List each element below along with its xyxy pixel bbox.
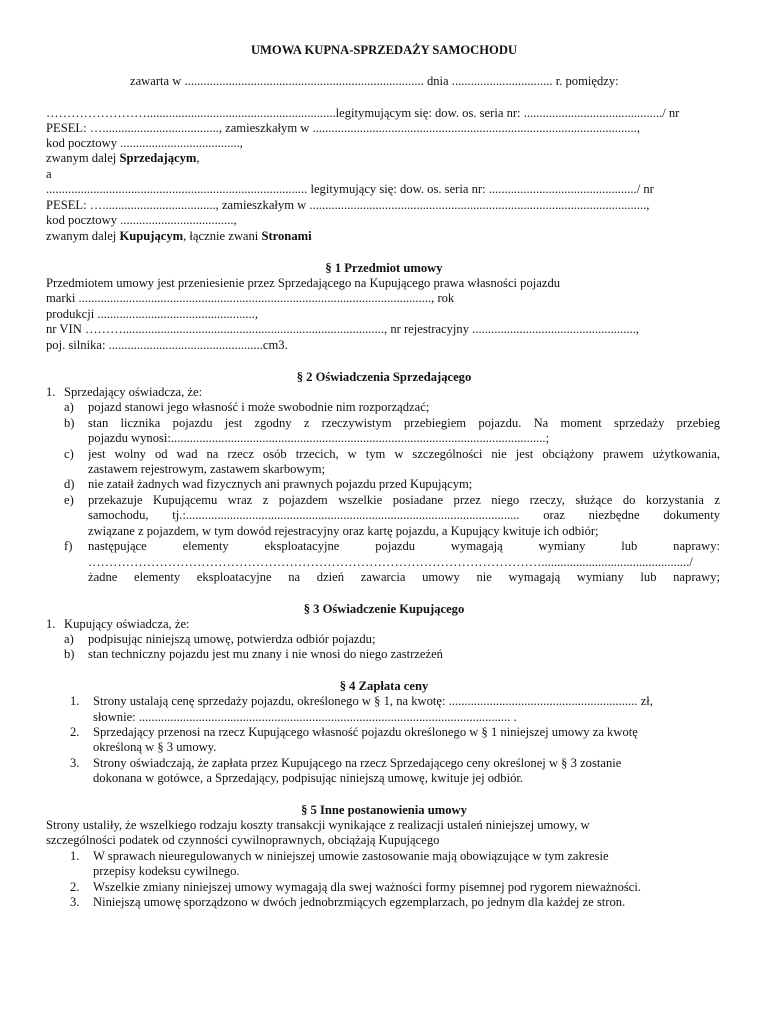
seller-designation <box>46 151 722 166</box>
s1-line-1: Przedmiotem umowy jest przeniesienie przez Sprzedającego na Kupującego prawa własności pojazdu <box>46 276 561 290</box>
s2-e-line-1: przekazuje Kupującemu wraz z pojazdem wszelkie posiadane przez niego rzeczy, służące do korzystania z <box>88 493 720 507</box>
s1-line-2: marki ................................................................................................................, rok <box>46 291 455 305</box>
s1-line-3: produkcji .................................................., <box>46 307 258 321</box>
s2-e-line-2: samochodu, tj.:.......................................................................................................... oraz niezbędne dokumenty <box>88 508 720 522</box>
s2-f-label: f) <box>64 539 73 553</box>
section-2-heading: § 2 Oświadczenia Sprzedającego <box>296 370 472 384</box>
s2-d-label: d) <box>64 477 75 491</box>
s4-p3-num: 3. <box>70 756 80 770</box>
s3-intro: Kupujący oświadcza, że: <box>64 617 190 631</box>
s4-p1-line-2: słownie: ...................................................................................................................... . <box>93 710 517 724</box>
s2-c-label: c) <box>64 447 74 461</box>
s4-p1-line-1: Strony ustalają cenę sprzedaży pojazdu, określonego w § 1, na kwotę: ............................................................ zł, <box>93 694 653 708</box>
s2-num: 1. <box>46 385 56 399</box>
s2-e-line-3: związane z pojazdem, w tym dowód rejestracyjny oraz kartę pojazdu, a Kupujący kwituje ich odbiór; <box>88 524 599 538</box>
s5-p3: Niniejszą umowę sporządzono w dwóch jednobrzmiących egzemplarzach, po jednym dla każdej ze stron. <box>93 895 626 909</box>
and-word: a <box>46 167 52 181</box>
buyer-designation-mid: , łącznie zwani <box>183 229 262 243</box>
s2-f-line-3: żadne elementy eksploatacyjne na dzień zawarcia umowy nie wymagają wymiany lub naprawy; <box>88 570 720 584</box>
s1-line-4: nr VIN ………..................................................................................., nr rejestracyjny ...................................................., <box>46 322 640 336</box>
s2-a-label: a) <box>64 400 74 414</box>
s4-p2-line-2: określoną w § 3 umowy. <box>93 740 217 754</box>
s2-c-line-1: jest wolny od wad na rzecz osób trzecich, w tym w szczególności nie jest obciążony prawem użytkowania, <box>88 447 720 461</box>
s2-e-label: e) <box>64 493 74 507</box>
s5-p1-line-1: W sprawach nieuregulowanych w niniejszej umowie zastosowanie mają obowiązujące w tym zakresie <box>93 849 609 863</box>
buyer-name: Kupującym <box>119 229 184 243</box>
s2-f-line-1: następujące elementy eksploatacyjne pojazdu wymagają wymiany lub naprawy: <box>88 539 720 553</box>
concluded-line: zawarta w ............................................................................ dnia ................................ r. pomiędzy: <box>130 74 619 88</box>
s4-p2-line-1: Sprzedający przenosi na rzecz Kupującego własność pojazdu określonego w § 1 niniejszej umowy za kwotę <box>93 725 638 739</box>
buyer-line-3: kod pocztowy ...................................., <box>46 213 237 227</box>
section-4-heading: § 4 Zapłata ceny <box>339 679 429 693</box>
seller-designation-suffix: , <box>196 151 200 165</box>
s2-b-line-1: stan licznika pojazdu jest zgodny z rzeczywistym przebiegiem pojazdu. Na moment sprzedaży przebieg <box>88 416 720 430</box>
s5-p1-num: 1. <box>70 849 80 863</box>
s1-line-5: poj. silnika: .................................................cm3. <box>46 338 288 352</box>
seller-name: Sprzedającym <box>119 151 197 165</box>
s5-intro-line-2: szczególności podatek od czynności cywilnoprawnych, obciążają Kupującego <box>46 833 440 847</box>
s3-a-label: a) <box>64 632 74 646</box>
buyer-line-1: ................................................................................... legitymujący się: dow. os. seria nr: .............................................../ nr <box>46 182 654 196</box>
s5-p1-line-2: przepisy kodeksu cywilnego. <box>93 864 240 878</box>
s5-intro-line-1: Strony ustaliły, że wszelkiego rodzaju koszty transakcji wynikające z realizacji ustaleń niniejszej umowy, w <box>46 818 590 832</box>
s5-p2-num: 2. <box>70 880 80 894</box>
section-5-heading: § 5 Inne postanowienia umowy <box>301 803 467 817</box>
seller-line-3: kod pocztowy ......................................, <box>46 136 243 150</box>
s3-b-label: b) <box>64 647 75 661</box>
seller-designation-prefix: zwanym dalej <box>46 151 120 165</box>
s3-num: 1. <box>46 617 56 631</box>
buyer-line-2: PESEL: …...................................., zamieszkałym w ..........................................................................................................., <box>46 198 650 212</box>
s3-b: stan techniczny pojazdu jest mu znany i nie wnosi do niego zastrzeżeń <box>88 647 443 661</box>
document-title: UMOWA KUPNA-SPRZEDAŻY SAMOCHODU <box>250 43 518 57</box>
s2-b-label: b) <box>64 416 75 430</box>
buyer-designation <box>46 229 722 244</box>
s2-f-line-2: ……………………………………………………………………………………………….............................................../ <box>88 555 693 569</box>
s4-p1-num: 1. <box>70 694 80 708</box>
s5-p3-num: 3. <box>70 895 80 909</box>
parties-name: Stronami <box>261 229 312 243</box>
s4-p2-num: 2. <box>70 725 80 739</box>
s2-a: pojazd stanowi jego własność i może swobodnie nim rozporządzać; <box>88 400 430 414</box>
s2-intro: Sprzedający oświadcza, że: <box>64 385 203 399</box>
s5-p2: Wszelkie zmiany niniejszej umowy wymagają dla swej ważności formy pisemnej pod rygorem nieważności. <box>93 880 642 894</box>
buyer-designation-prefix: zwanym dalej <box>46 229 120 243</box>
seller-line-2: PESEL: …....................................., zamieszkałym w ......................................................................................................., <box>46 121 640 135</box>
s4-p3-line-1: Strony oświadczają, że zapłata przez Kupującego na rzecz Sprzedającego ceny określonej w § 3 zostanie <box>93 756 622 770</box>
section-3-heading: § 3 Oświadczenie Kupującego <box>303 602 465 616</box>
s4-p3-line-2: dokonana w gotówce, a Sprzedający, podpisując niniejszą umowę, kwituje jej odbiór. <box>93 771 524 785</box>
section-1-heading: § 1 Przedmiot umowy <box>325 261 443 275</box>
s2-d: nie zataił żadnych wad fizycznych ani prawnych pojazdu przed Kupującym; <box>88 477 473 491</box>
s2-c-line-2: zastawem rejestrowym, zastawem skarbowym; <box>88 462 326 476</box>
s3-a: podpisując niniejszą umowę, potwierdza odbiór pojazdu; <box>88 632 376 646</box>
seller-line-1: ……………………............................................................legitymującym się: dow. os. seria nr: ............................................/ nr <box>46 106 680 120</box>
s2-b-line-2: pojazdu wynosi:.......................................................................................................................; <box>88 431 550 445</box>
